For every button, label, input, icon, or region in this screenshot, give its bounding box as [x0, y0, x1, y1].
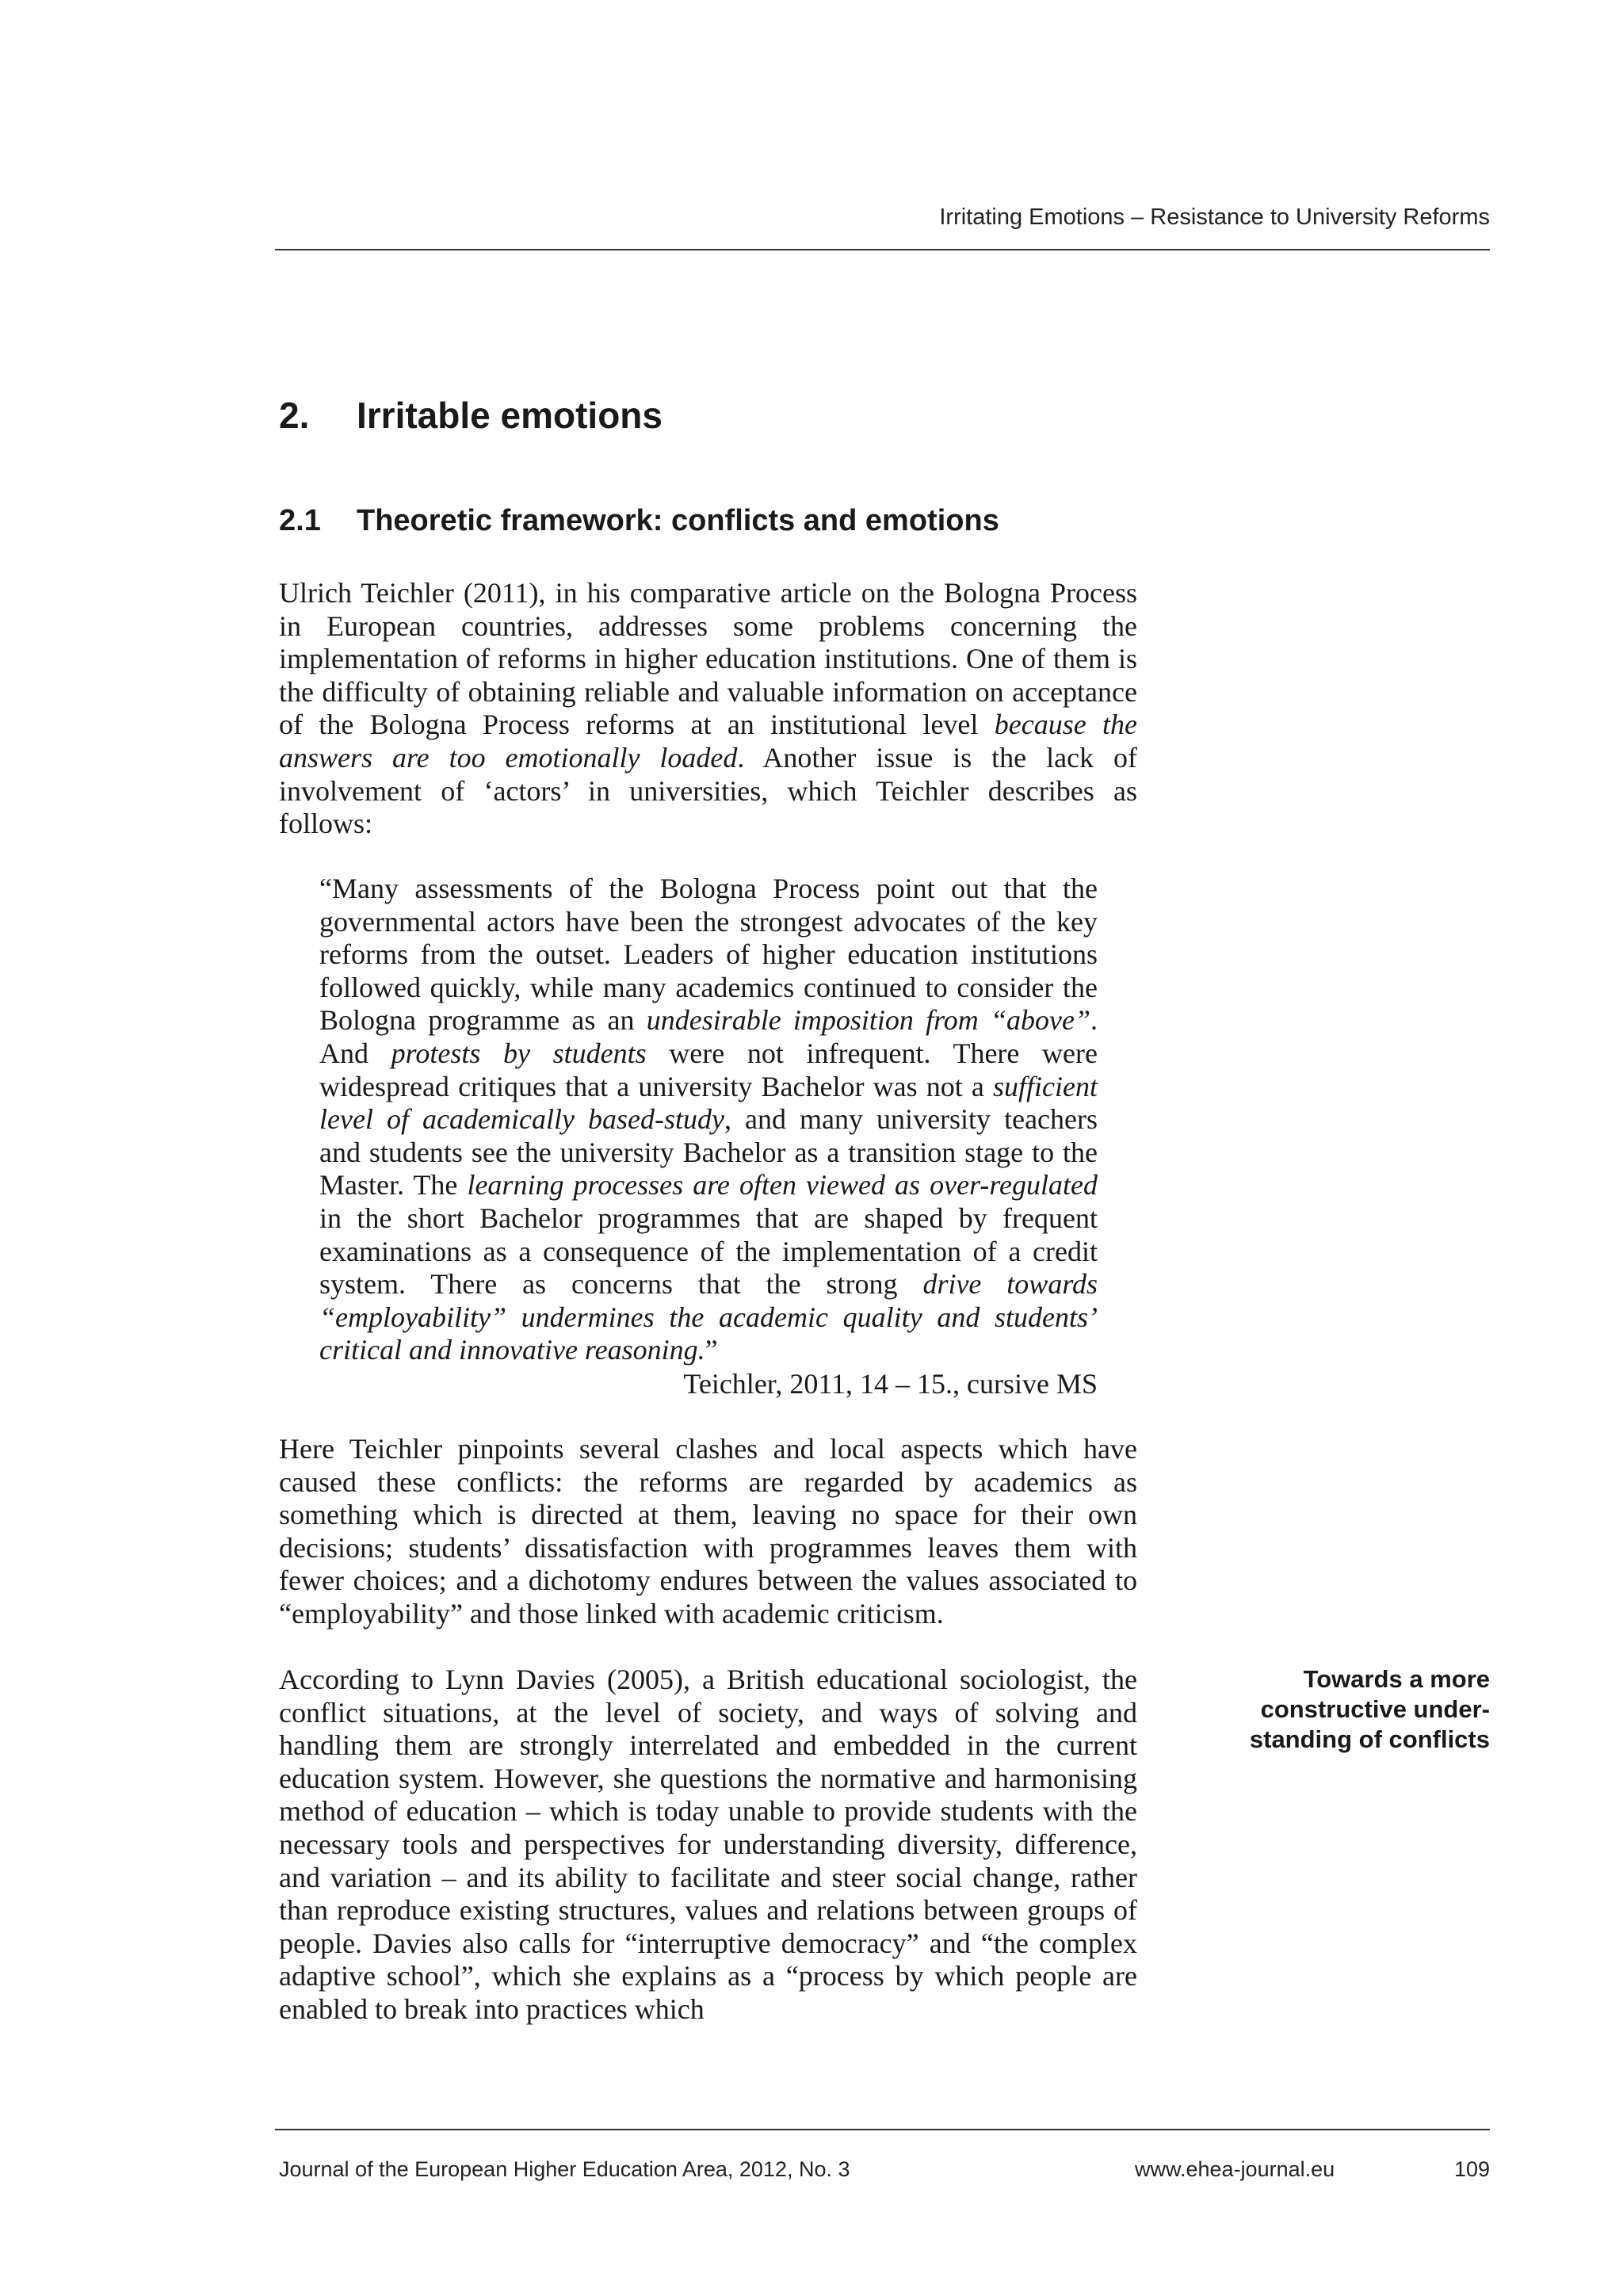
margin-note-line: Towards a more	[1303, 1665, 1490, 1693]
quote-text: were not infrequent. There were widespread critiques that a university Bachelor was not a	[319, 1037, 1098, 1102]
margin-note-line: constructive under-	[1260, 1695, 1490, 1723]
footer-url: www.ehea-journal.eu	[1135, 2157, 1335, 2181]
section-title: Irritable emotions	[357, 395, 663, 436]
quote-emphasis: sufficient level of academically based-study	[319, 1070, 1098, 1136]
running-title: Irritating Emotions – Resistance to University Reforms	[939, 204, 1490, 230]
paragraph-text: . Another issue is the lack of involvement of ‘actors’ in universities, which Teichler describes as follows:	[279, 741, 1137, 840]
margin-note-line: standing of conflicts	[1249, 1725, 1490, 1753]
block-quote	[319, 873, 1098, 1367]
quote-text: in the short Bachelor programmes that are shaped by frequent examinations as a consequence of the implementation of a credit system. There as concerns that the strong	[319, 1201, 1098, 1301]
page-number: 109	[1453, 2157, 1490, 2181]
quote-text: . And	[319, 1004, 1098, 1069]
quote-text: , and many university teachers and students see the university Bachelor as a transition stage to the Master. The	[319, 1103, 1098, 1201]
quote-emphasis: protests by students	[391, 1037, 647, 1069]
emphasis-text: because the answers are too emotionally loaded	[279, 709, 1137, 774]
section-heading	[279, 394, 663, 437]
subsection-heading	[279, 504, 999, 538]
quote-text: ”	[705, 1334, 718, 1366]
subsection-title: Theoretic framework: conflicts and emotions	[357, 504, 999, 537]
paragraph-teichler-intro	[279, 577, 1137, 841]
footer-journal-title: Journal of the European Higher Education Area, 2012, No. 3	[279, 2157, 850, 2181]
quote-citation: Teichler, 2011, 14 – 15., cursive MS	[683, 1368, 1098, 1400]
paragraph-davies: According to Lynn Davies (2005), a British educational sociologist, the conflict situations, at the level of society, and ways of solving and handling them are strongly interrelated and embedded in the current education system. However, she questions the normative and harmonising method of education – which is today unable to provide students with the necessary tools and perspectives for understanding diversity, difference, and variation – and its ability to facilitate and steer social change, rather than reproduce existing structures, values and relations between groups of people. Davies also calls for “interruptive democracy” and “the complex adaptive school”, which she explains as a “process by which people are enabled to break into practices which	[279, 1664, 1137, 2025]
subsection-number: 2.1	[279, 504, 321, 537]
quote-emphasis: undesirable imposition from “above”	[646, 1004, 1090, 1037]
quote-text: “Many assessments of the Bologna Process point out that the governmental actors have been the strongest advocates of the key reforms from the outset. Leaders of higher education institutions followed quickly, while many academics continued to consider the Bologna programme as an	[319, 873, 1098, 1037]
margin-note	[1189, 1664, 1490, 1755]
header-rule	[275, 249, 1490, 250]
quote-emphasis: drive towards “employability” undermines the academic quality and students’ critical and innovative reasoning.	[319, 1268, 1098, 1366]
paragraph-clashes: Here Teichler pinpoints several clashes and local aspects which have caused these conflicts: the reforms are regarded by academics as something which is directed at them, leaving no space for their own decisions; students’ dissatisfaction with programmes leaves them with fewer choices; and a dichotomy endures between the values associated to “employability” and those linked with academic criticism.	[279, 1433, 1137, 1629]
footer-rule	[275, 2129, 1490, 2130]
section-number: 2.	[279, 395, 310, 436]
quote-emphasis: learning processes are often viewed as over-regulated	[467, 1169, 1098, 1201]
paragraph-text: Ulrich Teichler (2011), in his comparative article on the Bologna Process in European countries, addresses some problems concerning the implementation of reforms in higher education institutions. One of them is the difficulty of obtaining reliable and valuable information on acceptance of the Bologna Process reforms at an institutional level	[279, 577, 1137, 741]
